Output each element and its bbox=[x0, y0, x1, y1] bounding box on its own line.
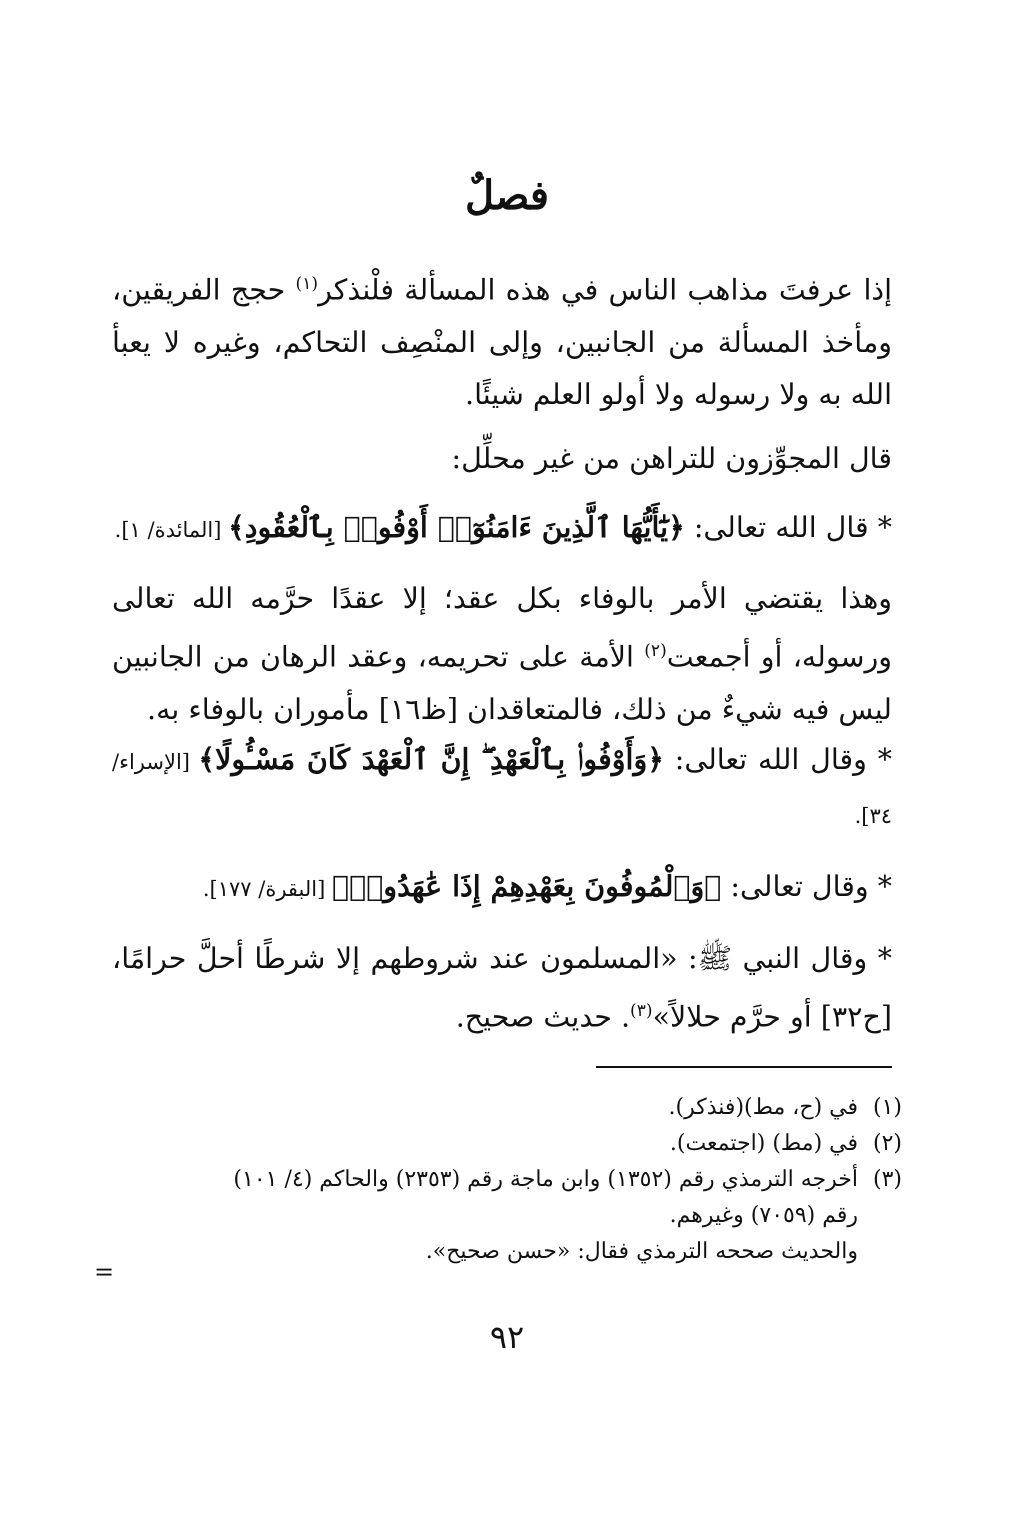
footnote-number: (٢) bbox=[872, 1131, 902, 1156]
continuation-mark: = bbox=[94, 1258, 115, 1286]
verse-reference: [الإسراء/ ٣٤]. bbox=[112, 750, 892, 828]
footnote-marker: (١) bbox=[295, 274, 319, 294]
verse-reference: [البقرة/ ١٧٧]. bbox=[202, 877, 332, 901]
paragraph-text: وهذا يقتضي الأمر بالوفاء بكل عقد؛ إلا عقدًا حرَّمه الله تعالى ورسوله، أو أجمعت bbox=[112, 582, 892, 674]
paragraph-text: * وقال تعالى: bbox=[721, 870, 892, 903]
paragraph-text: * وقال النبي ﷺ: «المسلمون عند شروطهم إلا شرطًا أحلَّ حرامًا، [ح٣٢] أو حرَّم حلالاً» bbox=[112, 942, 892, 1034]
footnote-item bbox=[112, 1162, 902, 1198]
quran-verse: ﴿يَٰٓأَيُّهَا ٱلَّذِينَ ءَامَنُوٓا۟ أَوْفُوا۟ بِٱلْعُقُودِ﴾ bbox=[228, 510, 685, 544]
paragraph-quran-isra bbox=[112, 733, 892, 842]
paragraph-quran-maidah bbox=[112, 501, 892, 556]
paragraph-text: إذا عرفتَ مذاهب الناس في هذه المسألة فلْنذكر bbox=[318, 273, 892, 307]
footnote-text: في (ح، مط)(فنذكر). bbox=[668, 1095, 858, 1120]
paragraph-text: . حديث صحيح. bbox=[455, 1000, 631, 1034]
footnote-item bbox=[112, 1126, 902, 1162]
paragraph-hadith bbox=[112, 933, 892, 1044]
footnote-text: أخرجه الترمذي رقم (١٣٥٢) وابن ماجة رقم (٢٣٥٣) والحاكم (٤/ ١٠١) bbox=[233, 1167, 858, 1192]
paragraph-intro bbox=[112, 258, 892, 421]
paragraph-text: * قال الله تعالى: bbox=[684, 511, 892, 544]
footnote-continuation: رقم (٧٠٥٩) وغيرهم. bbox=[669, 1203, 858, 1228]
paragraph-explanation bbox=[112, 573, 892, 736]
page-number: ٩٢ bbox=[489, 1318, 525, 1356]
quran-verse: ﴿وَٱلْمُوفُونَ بِعَهْدِهِمْ إِذَا عَٰهَدُوا۟﴾ bbox=[332, 869, 722, 903]
section-heading: فصلٌ bbox=[464, 172, 550, 219]
footnote-number: (١) bbox=[872, 1095, 902, 1120]
footnote-divider bbox=[596, 1066, 892, 1068]
footnote-marker: (٣) bbox=[630, 1001, 653, 1021]
footnote-continuation: والحديث صححه الترمذي فقال: «حسن صحيح». bbox=[425, 1239, 858, 1264]
footnote-item bbox=[112, 1090, 902, 1126]
verse-reference: [المائدة/ ١]. bbox=[114, 518, 229, 542]
paragraph-text: حجج الفريقين، ومأخذ المسألة من الجانبين، وإلى المنْصِف التحاكم، وغيره لا يعبأ الله به ولا رسوله ولا أولو العلم شيئًا. bbox=[112, 273, 892, 411]
footnotes bbox=[112, 1090, 902, 1270]
paragraph-text: الأمة على تحريمه، وعقد الرهان من الجانبين ليس فيه شيءٌ من ذلك، فالمتعاقدان [ظ١٦] مأموران بالوفاء به. bbox=[112, 640, 892, 726]
paragraph-text: * وقال الله تعالى: bbox=[663, 743, 892, 776]
paragraph-quran-baqarah bbox=[112, 860, 892, 915]
footnote-number: (٣) bbox=[872, 1167, 902, 1192]
footnote-marker: (٢) bbox=[644, 641, 667, 661]
footnote-text: في (مط) (اجتمعت). bbox=[669, 1131, 858, 1156]
quran-verse: ﴿وَأَوْفُوا۟ بِٱلْعَهْدِ ۖ إِنَّ ٱلْعَهْدَ كَانَ مَسْـُٔولًا﴾ bbox=[198, 742, 664, 776]
paragraph-proponents: قال المجوِّزون للتراهن من غير محلِّل: bbox=[451, 442, 892, 475]
